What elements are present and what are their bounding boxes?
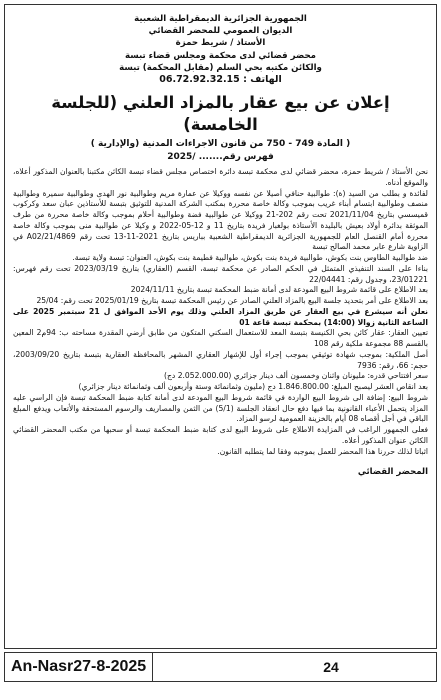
notice-title: إعلان عن بيع عقار بالمزاد العلني (للجلسة الخامسة) — [51, 93, 390, 135]
header-line-3: الأستاذ / شريط حمزة — [175, 38, 266, 49]
body-paragraph: شروط البيع: إضافة الى شروط البيع الواردة في قائمة شروط البيع المودعة لدى أمانة كتابة ضبط المحكمة تبسة فإن الراسي عليه المزاد يتحمل الأعباء القانونية بما فيها دفع حال انعقاد الجلسة (5/1) من الثمن والمصاريف والرسوم المستحقة والأتعاب ويدفع المبلغ الباقي في أجل أقصاه 08 أيام بالخزينة العمومية لرسو المزاد. — [13, 392, 429, 424]
page-number: 24 — [323, 659, 339, 675]
body-paragraph: بعد الاطلاع على أمر بتحديد جلسة البيع بالمزاد العلني الصادر عن رئيس المحكمة تبسة بتاريخ 2025/01/19 تحت رقم: 25/04 — [36, 296, 428, 306]
body-paragraph: تعيين العقار: عقار كائن بحي الكنيسة بتبسة المعد للاستعمال السكني المتكون من طابق أرضي المقدرة مساحته ب: 94م2 المعين بالقسم 88 مجموعة ملكية رقم 108 — [13, 328, 428, 349]
notice-body — [13, 167, 428, 457]
page-footer — [4, 652, 437, 682]
phone-number: 06.72.92.32.15 — [159, 74, 240, 86]
body-paragraph: نعلن أنه سيشرع في بيع العقار عن طريق المزاد العلني وذلك يوم الأحد الموافق ل 21 سبتمبر 2025 على الساعة الثانية زوالا (14:00) بمحكمة تبسة قاعة 01 — [13, 306, 428, 327]
header-line-5: والكائن مكتبه بحي السلم (مقابل المحكمة) تبسة — [119, 62, 322, 73]
phone-line — [13, 74, 428, 86]
notice-subtitle: ( المادة 749 - 750 من قانون الاجراءات المدنية (والإدارية ) — [90, 139, 351, 150]
body-paragraph: فعلى الجمهور الراغب في المزايدة الاطلاع على شروط البيع لدى كتابة ضبط المحكمة تبسة أو سحبها من مكتب المحضر القضائي الكائن عنوان المذكور أعلاه. — [13, 425, 428, 445]
folio-number: فهرس رقم....... /2025 — [167, 152, 274, 163]
signature: المحضر القضائي — [357, 467, 428, 478]
publication-tag: An-Nasr27-8-2025 — [5, 653, 153, 681]
body-paragraph: لفائدة و بطلب من السيد (ة): طوالبية حنافي أصيلا عن نفسه ووكيلا عن عمارة مريم وطوالبية نور الهدى وطوالبية سميرة وطوالبية منصف وطوالبية ابتسام أبناء غريب بموجب وكالة خاصة محررة بمكتب الشركة المدنية للتوثيق بتبسة للأستاذين عبان سعد وكركوب قميسسي بتاريخ 2021/11/04 تحت رقم 202-21 ووكيلا عن طوالبية فضة وطوالبية أحلام بموجب وكالة خاصة محررة من طرف الموثقة بدائرة أولاد بعيش بالبليدة الأستاذة بولغبار فريدة بتاريخ 11 و 12-05-2022 و وكيلا عن طوالبية منى بموجب وكالة خاصة محررة أمام القنصل العام للجمهورية الجزائرية الديمقراطية الشعبية بباريس بتاريخ 2021-11-13 تحت رقم A02/21/4869 في الزاوية شارع عابر محمد الصالح تبسة — [13, 188, 429, 252]
header-line-4: محضر قضائي لدى محكمة ومجلس قضاء تبسة — [125, 50, 316, 61]
body-paragraph: بعد الاطلاع على قائمة شروط البيع المودعة لدى أمانة ضبط المحكمة تبسة بتاريخ 2024/11/11 — [130, 285, 428, 295]
body-paragraph: بعد انقاص العشر ليصبح المبلغ: 1.846.800.00 دج (مليون وثمانمائة وستة وأربعون ألف وثمانمائة دينار جزائري) — [78, 382, 428, 392]
header-line-1: الجمهورية الجزائرية الديمقراطية الشعبية — [134, 14, 307, 24]
body-paragraph: سعر افتتاحي قدره: مليونان واثنان وخمسون ألف دينار جزائري (2.052.000.00 دج) — [164, 371, 428, 381]
body-paragraph: اثباتا لذلك حررنا هذا المحضر للعمل بموجبه وفقا لما يتطلبه القانون. — [217, 446, 428, 456]
phone-label: الهاتف : — [243, 74, 282, 86]
body-paragraph: ضد طوالبية الطاوس بنت بكوش، طوالبية فريدة بنت بكوش، طوالبية فطيمة بنت بكوش، العنوان: تبسة ولاية تبسة. — [72, 253, 428, 263]
body-paragraph: أصل الملكية: بموجب شهادة توثيقي بموجب إجراء أول للإشهار العقاري المشهر بالمحافظة العقارية بتبسة بتاريخ 2003/09/20، حجم: 66، رقم: 7936 — [13, 349, 428, 370]
body-paragraph: بناءا على السند التنفيذي المتمثل في الحكم الصادر عن محكمة تبسة، القسم (العقاري) بتاريخ 2023/03/19 تحت رقم فهرس: 23/01221، وجدول رقم: 22/04441 — [13, 263, 429, 284]
header-line-2: الديوان العمومي للمحضر القضائي — [148, 26, 293, 37]
legal-notice — [4, 4, 437, 649]
body-paragraph: نحن الأستاذ / شريط حمزة، محضر قضائي لدى محكمة تبسة دائرة اختصاص مجلس قضاء تبسة الكائن مكتبنا بالعنوان المذكور أعلاه، والموقع أدناه. — [13, 167, 428, 187]
notice-header — [13, 13, 428, 74]
